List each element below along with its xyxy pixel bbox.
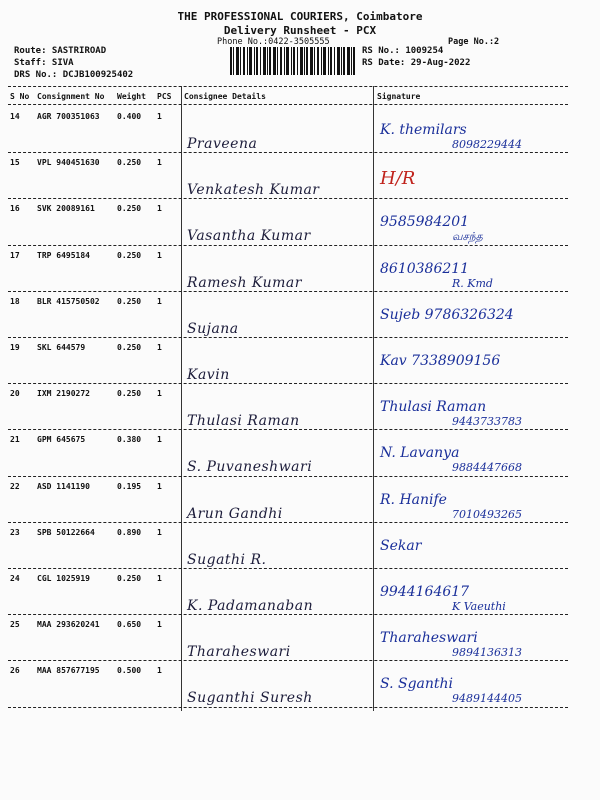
row-sno: 23 [10, 527, 20, 537]
row-consignee-handwritten: Sugathi R. [187, 551, 267, 568]
row-consignment: SPB 50122664 [37, 527, 95, 537]
row-pcs: 1 [157, 250, 162, 260]
row-consignment: IXM 2190272 [37, 389, 90, 399]
row-weight: 0.250 [117, 204, 142, 214]
row-sno: 25 [10, 620, 20, 630]
route: Route: SASTRIROAD [14, 46, 107, 56]
sheet-title: Delivery Runsheet - PCX [223, 24, 377, 37]
row-consignee-handwritten: S. Puvaneshwari [187, 459, 313, 476]
staff: Staff: SIVA [14, 58, 74, 68]
row-signature-phone: 7010493265 [452, 507, 522, 521]
row-signature: R. Hanife [380, 491, 447, 508]
table-header-border [8, 104, 568, 105]
row-pcs: 1 [157, 158, 162, 168]
row-consignment: SKL 644579 [37, 343, 86, 352]
row-signature: 9585984201 [380, 214, 470, 231]
row-sno: 26 [10, 666, 20, 676]
row-consignment: CGL 1025919 [37, 574, 90, 583]
row-signature: 9944164617 [380, 584, 470, 600]
row-consignee-handwritten: Thulasi Raman [187, 413, 300, 430]
row-consignment: TRP 6495184 [37, 250, 90, 260]
row-divider [8, 522, 568, 523]
row-signature: Sekar [380, 537, 422, 554]
row-consignment: BLR 415750502 [37, 296, 100, 306]
row-pcs: 1 [157, 527, 162, 537]
row-signature-phone: 9884447668 [452, 461, 522, 475]
row-consignee-handwritten: Vasantha Kumar [187, 228, 311, 245]
row-divider [8, 198, 568, 199]
row-weight: 0.250 [117, 296, 142, 306]
row-pcs: 1 [157, 296, 162, 306]
row-divider [8, 707, 568, 708]
row-consignee-handwritten: Praveena [187, 136, 258, 152]
row-weight: 0.250 [117, 343, 142, 352]
row-divider [8, 337, 568, 338]
row-signature: N. Lavanya [380, 445, 460, 462]
row-consignee-handwritten: Sujana [187, 320, 239, 337]
row-sno: 20 [10, 389, 20, 399]
row-consignment: SVK 20089161 [37, 204, 95, 214]
barcode-icon [230, 47, 355, 75]
row-pcs: 1 [157, 574, 162, 583]
row-consignment: VPL 940451630 [37, 158, 100, 168]
row-consignee-handwritten: Venkatesh Kumar [187, 182, 320, 199]
row-weight: 0.400 [117, 112, 142, 121]
row-divider [8, 614, 568, 615]
row-divider [8, 291, 568, 292]
col-signature: Signature [377, 92, 421, 101]
row-signature: S. Sganthi [380, 676, 454, 693]
column-divider [373, 86, 374, 711]
row-consignee-handwritten: Suganthi Suresh [187, 690, 313, 707]
row-signature-phone: 9894136313 [452, 646, 522, 660]
row-signature: 8610386211 [380, 260, 470, 277]
row-consignee-handwritten: Ramesh Kumar [187, 274, 302, 291]
row-pcs: 1 [157, 666, 162, 676]
row-sno: 19 [10, 343, 20, 352]
row-sno: 22 [10, 481, 20, 491]
row-pcs: 1 [157, 435, 162, 445]
row-consignment: ASD 1141190 [37, 481, 90, 491]
row-signature: Kav 7338909156 [380, 353, 501, 369]
row-divider [8, 245, 568, 246]
row-signature: K. themilars [380, 122, 467, 138]
page-number: Page No.:2 [448, 37, 500, 47]
row-weight: 0.195 [117, 481, 142, 491]
row-signature: Thulasi Raman [380, 399, 487, 416]
row-consignee-handwritten: Arun Gandhi [187, 505, 283, 522]
row-consignment: AGR 700351063 [37, 112, 100, 121]
col-consignment: Consignment No [37, 92, 105, 101]
row-sno: 18 [10, 296, 20, 306]
row-consignee-handwritten: Kavin [187, 367, 230, 383]
row-pcs: 1 [157, 481, 162, 491]
row-consignee-handwritten: Tharaheswari [187, 644, 291, 661]
row-sno: 14 [10, 112, 20, 121]
row-signature: H/R [380, 168, 416, 190]
row-sno: 15 [10, 158, 20, 168]
row-weight: 0.500 [117, 666, 142, 676]
row-signature: Sujeb 9786326324 [380, 306, 514, 323]
row-pcs: 1 [157, 620, 162, 630]
rs-date: RS Date: 29-Aug-2022 [362, 58, 471, 68]
row-sno: 16 [10, 204, 20, 214]
row-weight: 0.250 [117, 574, 142, 583]
row-consignment: GPM 645675 [37, 435, 86, 445]
row-signature-phone: K Vaeuthi [452, 600, 506, 613]
row-divider [8, 429, 568, 430]
row-weight: 0.890 [117, 527, 142, 537]
company-title: THE PROFESSIONAL COURIERS, Coimbatore [177, 10, 423, 23]
col-consignee: Consignee Details [184, 92, 266, 101]
row-divider [8, 476, 568, 477]
row-pcs: 1 [157, 343, 162, 352]
row-consignment: MAA 857677195 [37, 666, 100, 676]
col-weight: Weight [117, 92, 146, 101]
row-signature-phone: 9443733783 [452, 415, 522, 429]
row-divider [8, 568, 568, 569]
row-weight: 0.650 [117, 620, 142, 630]
row-signature-phone: 8098229444 [452, 138, 522, 151]
row-sno: 24 [10, 574, 20, 583]
row-signature: Tharaheswari [380, 630, 478, 647]
row-weight: 0.250 [117, 250, 142, 260]
drs-number: DRS No.: DCJB100925402 [14, 70, 134, 80]
column-divider [181, 86, 182, 711]
rs-number: RS No.: 1009254 [362, 46, 444, 56]
row-sno: 21 [10, 435, 20, 445]
row-signature-phone: 9489144405 [452, 692, 522, 706]
row-divider [8, 660, 568, 661]
row-divider [8, 383, 568, 384]
row-pcs: 1 [157, 389, 162, 399]
row-pcs: 1 [157, 112, 162, 121]
row-pcs: 1 [157, 204, 162, 214]
row-weight: 0.250 [117, 389, 142, 399]
row-signature-phone: வசந்த [452, 230, 483, 244]
row-consignment: MAA 293620241 [37, 620, 100, 630]
phone-number: Phone No.:0422-3505555 [217, 37, 330, 47]
row-weight: 0.380 [117, 435, 142, 445]
row-divider [8, 152, 568, 153]
row-signature-phone: R. Kmd [452, 276, 493, 290]
col-pcs: PCS [157, 92, 172, 101]
row-sno: 17 [10, 250, 20, 260]
table-top-border [8, 86, 568, 87]
col-sno: S No [10, 92, 30, 101]
row-weight: 0.250 [117, 158, 142, 168]
row-consignee-handwritten: K. Padamanaban [187, 598, 314, 614]
